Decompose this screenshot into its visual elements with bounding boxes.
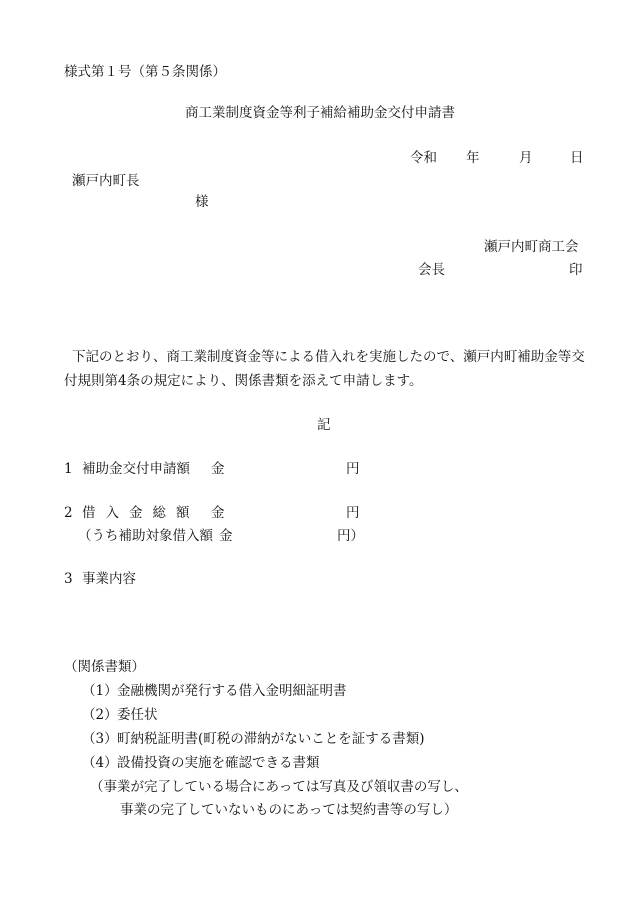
form-number: 様式第１号（第５条関係）: [64, 64, 226, 80]
doc-4-number: （4）: [82, 755, 118, 771]
doc-1-number: （1）: [82, 683, 118, 699]
applicant-seal: 印: [569, 262, 583, 278]
item-3-label: 事業内容: [82, 571, 136, 587]
doc-1-text: 金融機関が発行する借入金明細証明書: [117, 683, 347, 699]
item-2-sub-label: （うち補助対象借入額: [78, 528, 213, 544]
ki-heading: 記: [317, 417, 331, 433]
item-1-label: 補助金交付申請額: [82, 461, 190, 477]
item-2-kin: 金: [211, 505, 225, 521]
related-docs-heading: （関係書類）: [64, 659, 145, 675]
addressee-honorific: 様: [195, 194, 209, 210]
item-2-number: 2: [64, 505, 73, 521]
date-year: 年: [466, 150, 480, 166]
doc-3-number: （3）: [82, 731, 118, 747]
addressee-name: 瀬戸内町長: [72, 173, 140, 189]
doc-2-number: （2）: [82, 707, 118, 723]
item-2-sub-kin: 金: [219, 528, 233, 544]
date-day: 日: [570, 150, 584, 166]
item-1-kin: 金: [211, 461, 225, 477]
applicant-position: 会長: [418, 262, 445, 278]
item-3-number: 3: [64, 571, 73, 587]
item-2-label: 借入金総額: [82, 505, 200, 521]
body-line-2: 付規則第4条の規定により、関係書類を添えて申請します。: [64, 373, 423, 389]
applicant-org: 瀬戸内町商工会: [484, 239, 579, 255]
item-2-sub-yen: 円）: [337, 528, 364, 544]
doc-note-line-1: （事業が完了している場合にあっては写真及び領収書の写し、: [90, 779, 468, 795]
date-era: 令和: [410, 150, 437, 166]
doc-note-line-2: 事業の完了していないものにあっては契約書等の写し）: [120, 802, 458, 818]
doc-3-text: 町納税証明書(町税の滞納がないことを証する書類): [117, 731, 425, 747]
document-title: 商工業制度資金等利子補給補助金交付申請書: [185, 105, 455, 121]
doc-2-text: 委任状: [117, 707, 158, 723]
item-1-yen: 円: [346, 461, 360, 477]
item-2-yen: 円: [346, 505, 360, 521]
date-month: 月: [519, 150, 533, 166]
body-line-1: 下記のとおり、商工業制度資金等による借入れを実施したので、瀬戸内町補助金等交: [72, 349, 585, 365]
item-1-number: 1: [64, 461, 73, 477]
doc-4-text: 設備投資の実施を確認できる書類: [117, 755, 320, 771]
